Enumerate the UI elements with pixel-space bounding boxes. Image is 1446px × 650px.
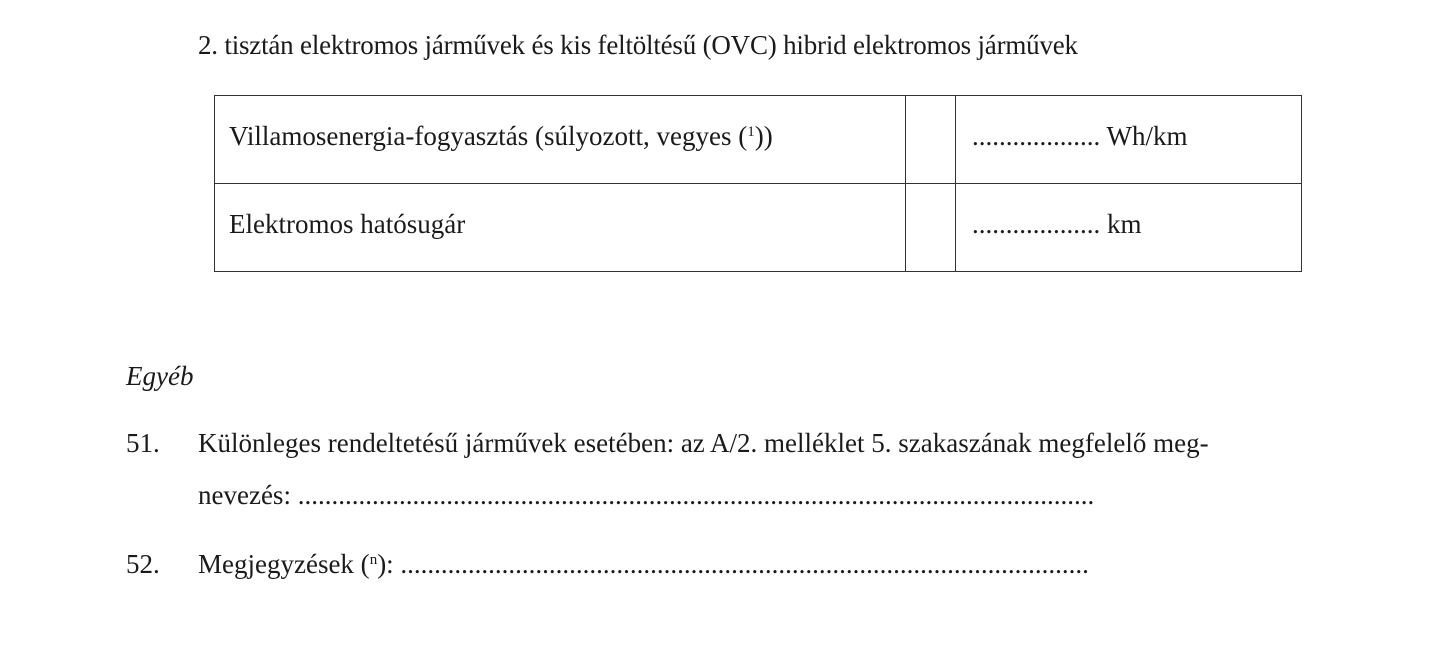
table-cell-empty [906,96,956,184]
item-text-continued: nevezés: ...................................................................................................................... [198,480,1095,510]
value-field: ................... km [956,184,1302,272]
footnote-ref: n [369,552,378,568]
table-row [215,96,1302,184]
table-cell-empty [906,184,956,272]
item-number: 52. [126,549,160,579]
item-text: Különleges rendeltetésű járművek esetében: az A/2. melléklet 5. szakaszának megfelelő meg- [198,428,1209,458]
consumption-table [214,95,1302,272]
item-text-end: ): ...................................................................................................... [377,549,1089,579]
row-label: Villamosenergia-fogyasztás (súlyozott, vegyes ( [229,121,748,151]
item-text-start: Megjegyzések ( [198,549,370,579]
value-field: ................... Wh/km [956,96,1302,184]
row-label: Elektromos hatósugár [229,209,466,239]
table-cell-label [215,184,906,272]
section-title-other: Egyéb [126,361,194,391]
section-heading: 2. tisztán elektromos járművek és kis feltöltésű (OVC) hibrid elektromos járművek [198,30,1078,60]
table-row [215,184,1302,272]
row-label-end: )) [754,121,773,151]
item-number: 51. [126,428,160,458]
item-text [198,549,1089,580]
table-cell-label [215,96,906,184]
footnote-ref: 1 [747,124,755,140]
